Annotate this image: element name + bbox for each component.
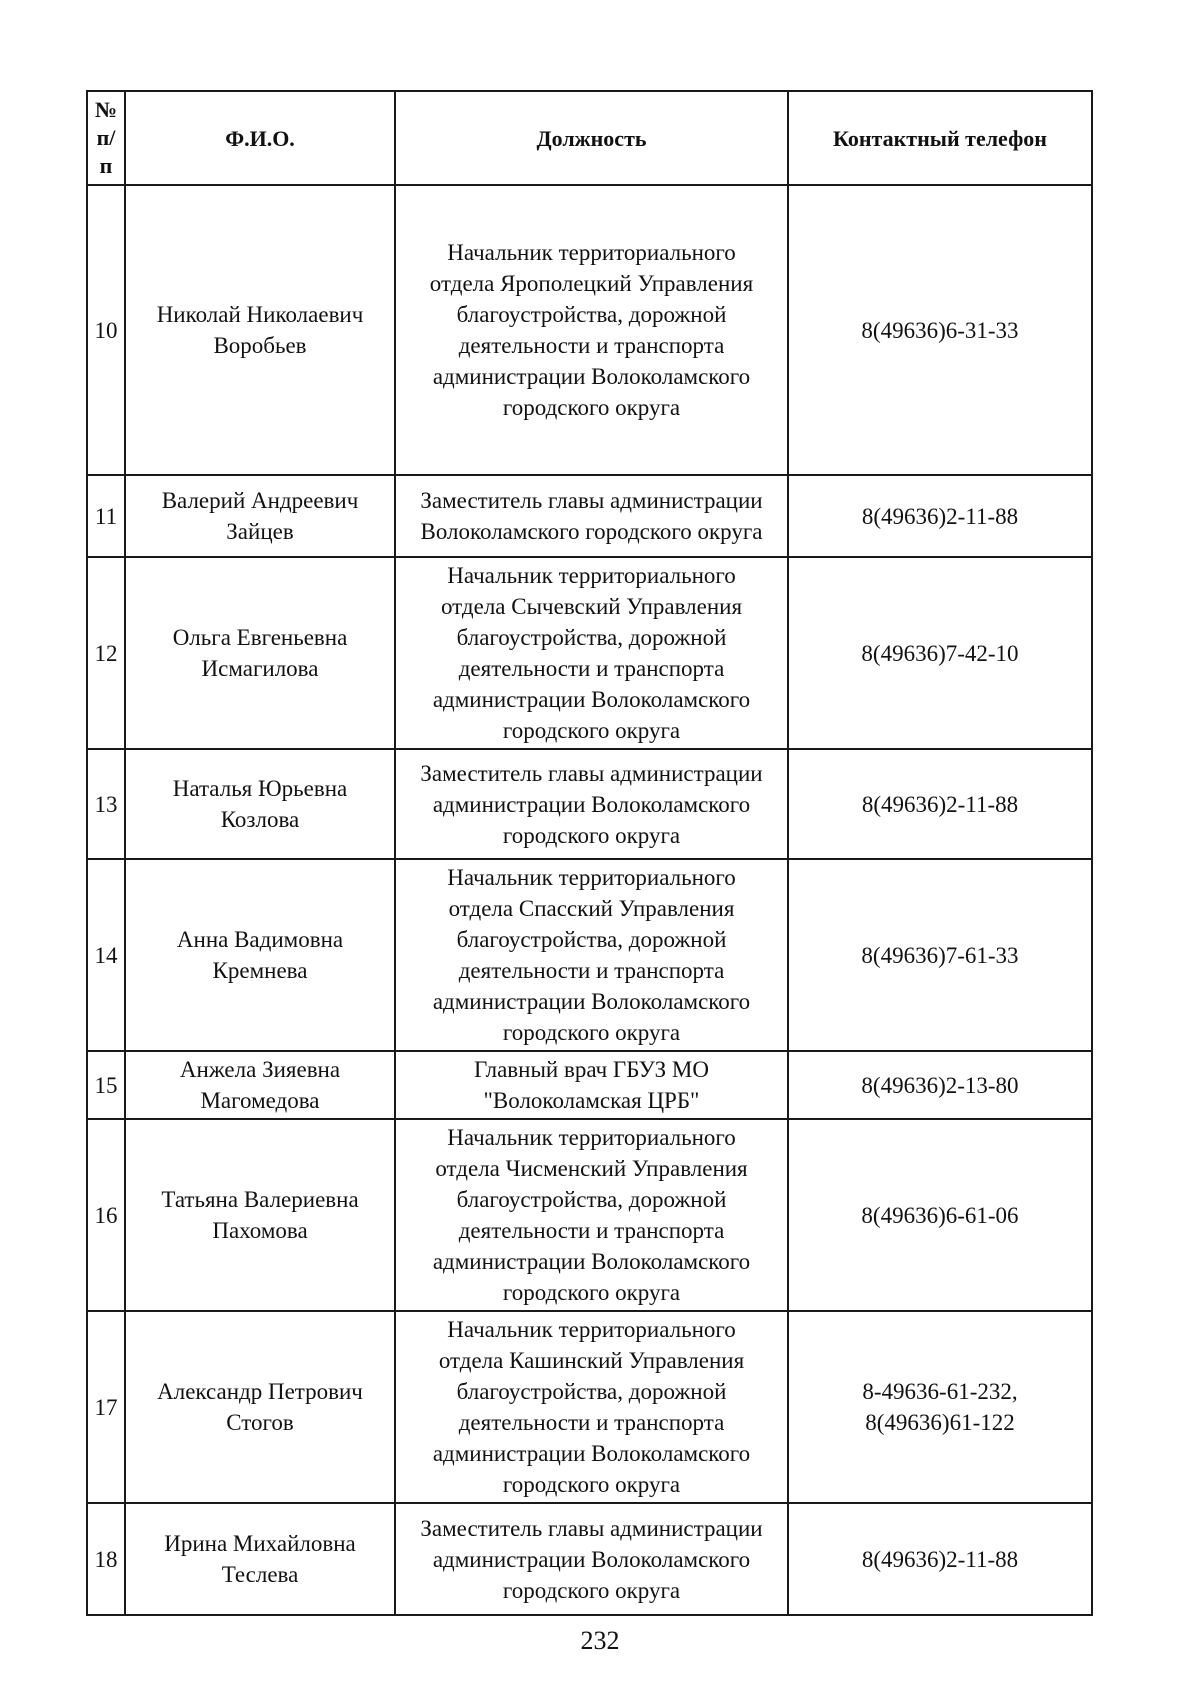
position-line: Заместитель главы администрации bbox=[420, 1515, 763, 1541]
phone-line: 8(49636)2-11-88 bbox=[861, 791, 1019, 817]
name-line: Стогов bbox=[226, 1410, 294, 1435]
position-line: деятельности и транспорта bbox=[458, 958, 725, 983]
header-number-line: п bbox=[99, 153, 113, 178]
row-number: 14 bbox=[87, 859, 125, 1051]
row-phone bbox=[788, 859, 1092, 1051]
position-line: городского округа bbox=[502, 1020, 681, 1045]
position-line: Начальник территориального bbox=[447, 240, 736, 265]
row-position bbox=[395, 1051, 788, 1119]
position-line: администрации Волоколамского bbox=[432, 687, 751, 712]
row-position bbox=[395, 1503, 788, 1615]
position-line: деятельности и транспорта bbox=[458, 1218, 725, 1243]
row-full-name bbox=[125, 749, 395, 859]
row-number: 17 bbox=[87, 1311, 125, 1503]
name-line: Анна Вадимовна bbox=[176, 927, 344, 952]
name-line: Магомедова bbox=[200, 1088, 320, 1113]
phone-line: 8(49636)7-42-10 bbox=[861, 640, 1019, 666]
name-line: Александр Петрович bbox=[157, 1379, 363, 1404]
row-full-name bbox=[125, 557, 395, 749]
position-line: администрации Волоколамского bbox=[432, 989, 751, 1014]
row-phone bbox=[788, 185, 1092, 475]
table-row bbox=[87, 1503, 1092, 1615]
position-line: деятельности и транспорта bbox=[458, 656, 725, 681]
name-line: Козлова bbox=[220, 807, 300, 832]
name-line: Наталья Юрьевна bbox=[172, 776, 348, 801]
position-line: городского округа bbox=[502, 1577, 681, 1603]
position-line: администрации Волоколамского bbox=[432, 364, 751, 389]
table-row bbox=[87, 185, 1092, 475]
row-number: 12 bbox=[87, 557, 125, 749]
row-number: 16 bbox=[87, 1119, 125, 1311]
position-line: администрации Волоколамского bbox=[432, 1441, 751, 1466]
row-full-name bbox=[125, 1503, 395, 1615]
row-full-name bbox=[125, 1311, 395, 1503]
header-phone: Контактный телефон bbox=[788, 91, 1092, 185]
row-position bbox=[395, 475, 788, 557]
phone-line: 8(49636)6-61-06 bbox=[861, 1202, 1019, 1228]
name-line: Николай Николаевич bbox=[156, 302, 364, 327]
table-row bbox=[87, 749, 1092, 859]
position-line: администрации Волоколамского bbox=[432, 791, 751, 817]
position-line: Волоколамского городского округа bbox=[420, 519, 763, 544]
table-row bbox=[87, 859, 1092, 1051]
row-full-name bbox=[125, 1051, 395, 1119]
table-row bbox=[87, 475, 1092, 557]
position-line: городского округа bbox=[502, 718, 681, 743]
row-phone bbox=[788, 475, 1092, 557]
table-header-row bbox=[87, 91, 1092, 185]
position-line: отдела Ярополецкий Управления bbox=[429, 271, 754, 296]
row-number: 18 bbox=[87, 1503, 125, 1615]
row-phone bbox=[788, 1311, 1092, 1503]
row-phone bbox=[788, 1503, 1092, 1615]
position-line: администрации Волоколамского bbox=[432, 1249, 751, 1274]
phone-line: 8-49636-61-232, bbox=[862, 1379, 1018, 1404]
position-line: Заместитель главы администрации bbox=[420, 488, 763, 513]
position-line: отдела Чисменский Управления bbox=[435, 1156, 748, 1181]
row-number: 11 bbox=[87, 475, 125, 557]
name-line: Исмагилова bbox=[201, 656, 319, 681]
row-position bbox=[395, 859, 788, 1051]
name-line: Пахомова bbox=[212, 1218, 308, 1243]
position-line: отдела Кашинский Управления bbox=[438, 1348, 745, 1373]
position-line: благоустройства, дорожной bbox=[456, 302, 727, 327]
phone-line: 8(49636)2-13-80 bbox=[861, 1072, 1019, 1098]
row-number: 10 bbox=[87, 185, 125, 475]
row-phone bbox=[788, 557, 1092, 749]
name-line: Валерий Андреевич bbox=[161, 488, 359, 513]
row-number: 15 bbox=[87, 1051, 125, 1119]
table-row bbox=[87, 557, 1092, 749]
position-line: администрации Волоколамского bbox=[432, 1546, 751, 1572]
position-line: благоустройства, дорожной bbox=[456, 927, 727, 952]
name-line: Теслева bbox=[221, 1562, 299, 1587]
name-line: Кремнева bbox=[212, 958, 308, 983]
position-line: отдела Спасский Управления bbox=[448, 896, 735, 921]
phone-line: 8(49636)61-122 bbox=[865, 1410, 1015, 1435]
position-line: благоустройства, дорожной bbox=[456, 1187, 727, 1212]
row-position bbox=[395, 185, 788, 475]
row-phone bbox=[788, 749, 1092, 859]
position-line: городского округа bbox=[502, 395, 681, 420]
position-line: благоустройства, дорожной bbox=[456, 625, 727, 650]
row-position bbox=[395, 557, 788, 749]
phone-line: 8(49636)2-11-88 bbox=[861, 503, 1019, 529]
name-line: Воробьев bbox=[213, 333, 307, 358]
row-phone bbox=[788, 1119, 1092, 1311]
position-line: "Волоколамская ЦРБ" bbox=[483, 1088, 700, 1113]
position-line: городского округа bbox=[502, 822, 681, 848]
header-number-line: п/ bbox=[96, 125, 116, 150]
name-line: Зайцев bbox=[226, 519, 294, 544]
contacts-table bbox=[86, 90, 1093, 1616]
name-line: Анжела Зияевна bbox=[179, 1057, 341, 1082]
header-number bbox=[87, 91, 125, 185]
table-row bbox=[87, 1119, 1092, 1311]
row-position bbox=[395, 1119, 788, 1311]
row-full-name bbox=[125, 859, 395, 1051]
position-line: Начальник территориального bbox=[447, 1317, 736, 1342]
position-line: благоустройства, дорожной bbox=[456, 1379, 727, 1404]
header-name: Ф.И.О. bbox=[125, 91, 395, 185]
row-number: 13 bbox=[87, 749, 125, 859]
position-line: городского округа bbox=[502, 1280, 681, 1305]
phone-line: 8(49636)7-61-33 bbox=[861, 942, 1019, 968]
name-line: Татьяна Валериевна bbox=[161, 1187, 359, 1212]
name-line: Ирина Михайловна bbox=[164, 1531, 356, 1556]
row-phone bbox=[788, 1051, 1092, 1119]
header-number-line: № bbox=[94, 97, 118, 122]
position-line: Начальник территориального bbox=[447, 1125, 736, 1150]
row-position bbox=[395, 1311, 788, 1503]
table-row bbox=[87, 1311, 1092, 1503]
header-position: Должность bbox=[395, 91, 788, 185]
row-full-name bbox=[125, 475, 395, 557]
position-line: Начальник территориального bbox=[447, 865, 736, 890]
position-line: Главный врач ГБУЗ МО bbox=[474, 1057, 709, 1082]
row-full-name bbox=[125, 1119, 395, 1311]
position-line: Начальник территориального bbox=[447, 563, 736, 588]
row-full-name bbox=[125, 185, 395, 475]
table-row bbox=[87, 1051, 1092, 1119]
phone-line: 8(49636)2-11-88 bbox=[861, 1546, 1019, 1572]
position-line: деятельности и транспорта bbox=[458, 1410, 725, 1435]
name-line: Ольга Евгеньевна bbox=[172, 625, 348, 650]
position-line: Заместитель главы администрации bbox=[420, 760, 763, 786]
page-number: 232 bbox=[580, 1626, 620, 1655]
position-line: деятельности и транспорта bbox=[458, 333, 725, 358]
position-line: отдела Сычевский Управления bbox=[440, 594, 743, 619]
position-line: городского округа bbox=[502, 1472, 681, 1497]
row-position bbox=[395, 749, 788, 859]
phone-line: 8(49636)6-31-33 bbox=[861, 317, 1019, 343]
